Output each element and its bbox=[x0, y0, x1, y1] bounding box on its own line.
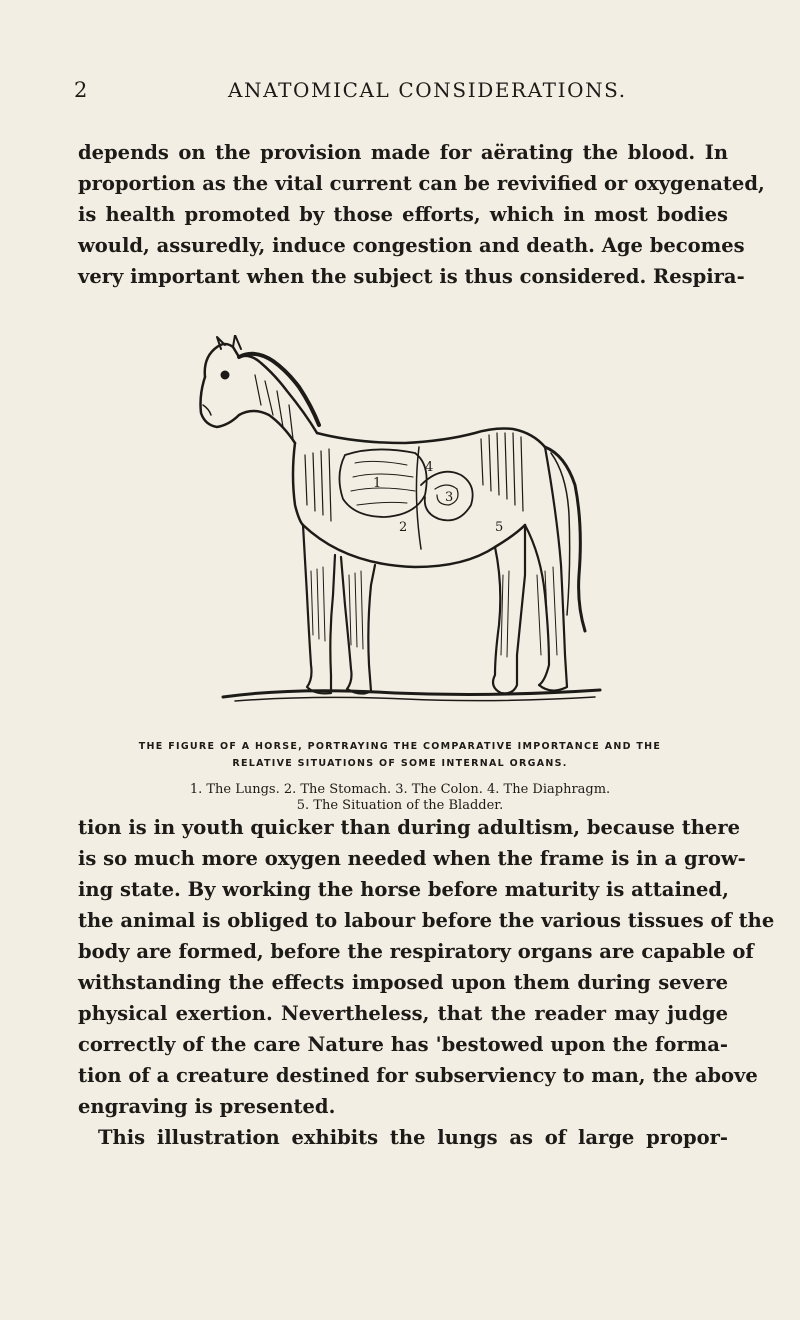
text-line: body are formed, before the respiratory organs are capable of bbox=[78, 940, 754, 963]
text-line: very important when the subject is thus considered. Respira- bbox=[78, 265, 745, 288]
page-header bbox=[74, 78, 730, 114]
horse-engraving bbox=[195, 335, 620, 725]
page-number: 2 bbox=[74, 78, 88, 102]
text-line: ing state. By working the horse before maturity is attained, bbox=[78, 878, 729, 901]
organ-label-5: 5 bbox=[495, 520, 504, 535]
figure-caption-key bbox=[120, 782, 680, 814]
organ-label-4: 4 bbox=[425, 460, 434, 475]
caption-title-line: THE FIGURE OF A HORSE, PORTRAYING THE COMPARATIVE IMPORTANCE AND THE bbox=[138, 741, 662, 752]
text-line: would, assuredly, induce congestion and death. Age becomes bbox=[78, 234, 745, 257]
text-line: tion is in youth quicker than during adultism, because there bbox=[78, 816, 741, 839]
text-line: tion of a creature destined for subserviency to man, the above bbox=[78, 1064, 758, 1087]
text-line: This illustration exhibits the lungs as of large propor- bbox=[98, 1126, 728, 1149]
text-line: correctly of the care Nature has 'bestowed upon the forma- bbox=[78, 1033, 728, 1056]
caption-title-line: RELATIVE SITUATIONS OF SOME INTERNAL ORGANS. bbox=[232, 758, 568, 769]
horse-illustration bbox=[195, 335, 620, 725]
text-line: is so much more oxygen needed when the frame is in a grow- bbox=[78, 847, 746, 870]
text-line: the animal is obliged to labour before the various tissues of the bbox=[78, 909, 775, 932]
figure-caption-title bbox=[100, 738, 700, 772]
caption-key-line: 5. The Situation of the Bladder. bbox=[296, 798, 504, 813]
organ-label-3: 3 bbox=[445, 490, 454, 505]
text-line: withstanding the effects imposed upon them during severe bbox=[78, 971, 728, 994]
caption-key-line: 1. The Lungs. 2. The Stomach. 3. The Colon. 4. The Diaphragm. bbox=[189, 782, 611, 797]
text-line: engraving is presented. bbox=[78, 1095, 336, 1118]
paragraph-2 bbox=[78, 812, 775, 1153]
text-line: physical exertion. Nevertheless, that the reader may judge bbox=[78, 1002, 728, 1025]
organ-label-2: 2 bbox=[399, 520, 408, 535]
running-head: ANATOMICAL CONSIDERATIONS. bbox=[228, 78, 627, 102]
organ-label-1: 1 bbox=[373, 476, 382, 491]
text-line: proportion as the vital current can be revivified or oxygenated, bbox=[78, 172, 765, 195]
text-line: depends on the provision made for aërating the blood. In bbox=[78, 141, 728, 164]
text-line: is health promoted by those efforts, which in most bodies bbox=[78, 203, 728, 226]
paragraph-1 bbox=[78, 137, 765, 292]
